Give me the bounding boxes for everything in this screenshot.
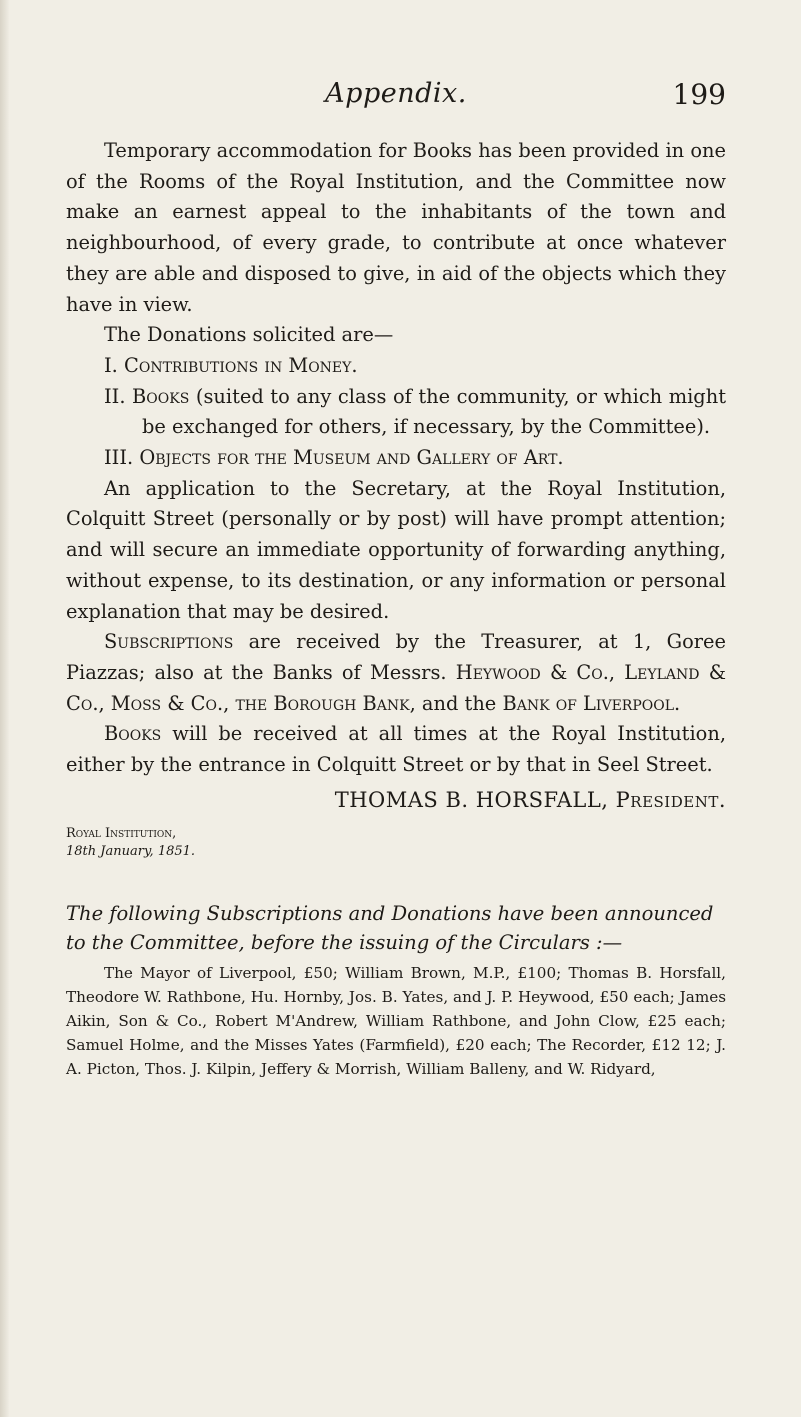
donation-lead: Books xyxy=(132,384,190,408)
paragraph-subscriptions xyxy=(66,627,726,719)
subscriptions-list: The Mayor of Liverpool, £50; William Brown, M.P., £100; Thomas B. Horsfall, Theodore W. Rathbone, Hu. Hornby, Jos. B. Yates, and J. P. Heywood, £50 each; James Aikin, Son & Co., Robert M'Andrew, William Rathbone, and John Clow, £25 each; Samuel Holme, and the Misses Yates (Farmfield), £20 each; The Recorder, £12 12; J. A. Picton, Thos. J. Kilpin, Jeffery & Morrish, William Balleny, and W. Ridyard, xyxy=(66,964,726,1079)
page-number: 199 xyxy=(672,78,726,111)
books-lead: Books xyxy=(104,722,162,746)
book-page xyxy=(66,0,726,1079)
subscriptions-bank-liverpool: Bank of Liverpool. xyxy=(502,691,681,715)
signature-name: THOMAS B. HORSFALL, xyxy=(334,787,609,812)
donation-item-objects xyxy=(66,443,726,474)
donation-item-money xyxy=(66,351,726,382)
running-head: Appendix. xyxy=(325,78,467,109)
donation-text: (suited to any class of the community, or which might be exchanged for others, if necessary, by the Committee). xyxy=(142,384,726,439)
donation-numeral: II. xyxy=(104,384,126,408)
donation-text: Objects for the Museum and Gallery of Art. xyxy=(139,446,564,470)
donation-item-books xyxy=(66,382,726,443)
dateline-place: Royal Institution, xyxy=(66,826,177,842)
signature xyxy=(66,785,726,816)
paragraph-donations-intro: The Donations solicited are— xyxy=(104,323,394,347)
paragraph-accommodation: Temporary accommodation for Books has been provided in one of the Rooms of the Royal Institution, and the Committee now make an earnest appeal to the inhabitants of the town and neighbourhood, of every grade, to contribute at once whatever they are able and disposed to give, in aid of the objects which they have in view. xyxy=(66,139,726,316)
signature-title: President. xyxy=(615,787,726,812)
subscriptions-banks: Heywood & Co., Leyland & Co., Moss & Co., the Borough Bank, xyxy=(66,660,726,715)
subscriptions-text-c: and the xyxy=(421,691,497,715)
page-binding-edge xyxy=(0,0,9,1417)
dateline-date: 18th January, 1851. xyxy=(66,844,196,860)
subscriptions-text-a: are received by the Treasurer, at 1, Goree Piazzas; also at the Banks of Messrs. xyxy=(66,630,726,684)
donation-numeral: I. xyxy=(104,353,118,377)
subscriptions-lead: Subscriptions xyxy=(104,630,234,654)
books-text: will be received at all times at the Royal Institution, either by the entrance in Colquitt Street or by that in Seel Street. xyxy=(66,722,726,777)
page-body xyxy=(66,136,726,1081)
donation-text: Contributions in Money. xyxy=(124,353,358,377)
donation-numeral: III. xyxy=(104,446,134,470)
subscriptions-heading: The following Subscriptions and Donations have been announced to the Committee, before the issuing of the Circulars :— xyxy=(66,902,714,955)
paragraph-application: An application to the Secretary, at the Royal Institution, Colquitt Street (personally or by post) will have prompt attention; and will secure an immediate opportunity of forwarding anything, without expense, to its destination, or any information or personal explanation that may be desired. xyxy=(66,476,726,623)
paragraph-books-received xyxy=(66,719,726,780)
page-header xyxy=(66,0,726,111)
